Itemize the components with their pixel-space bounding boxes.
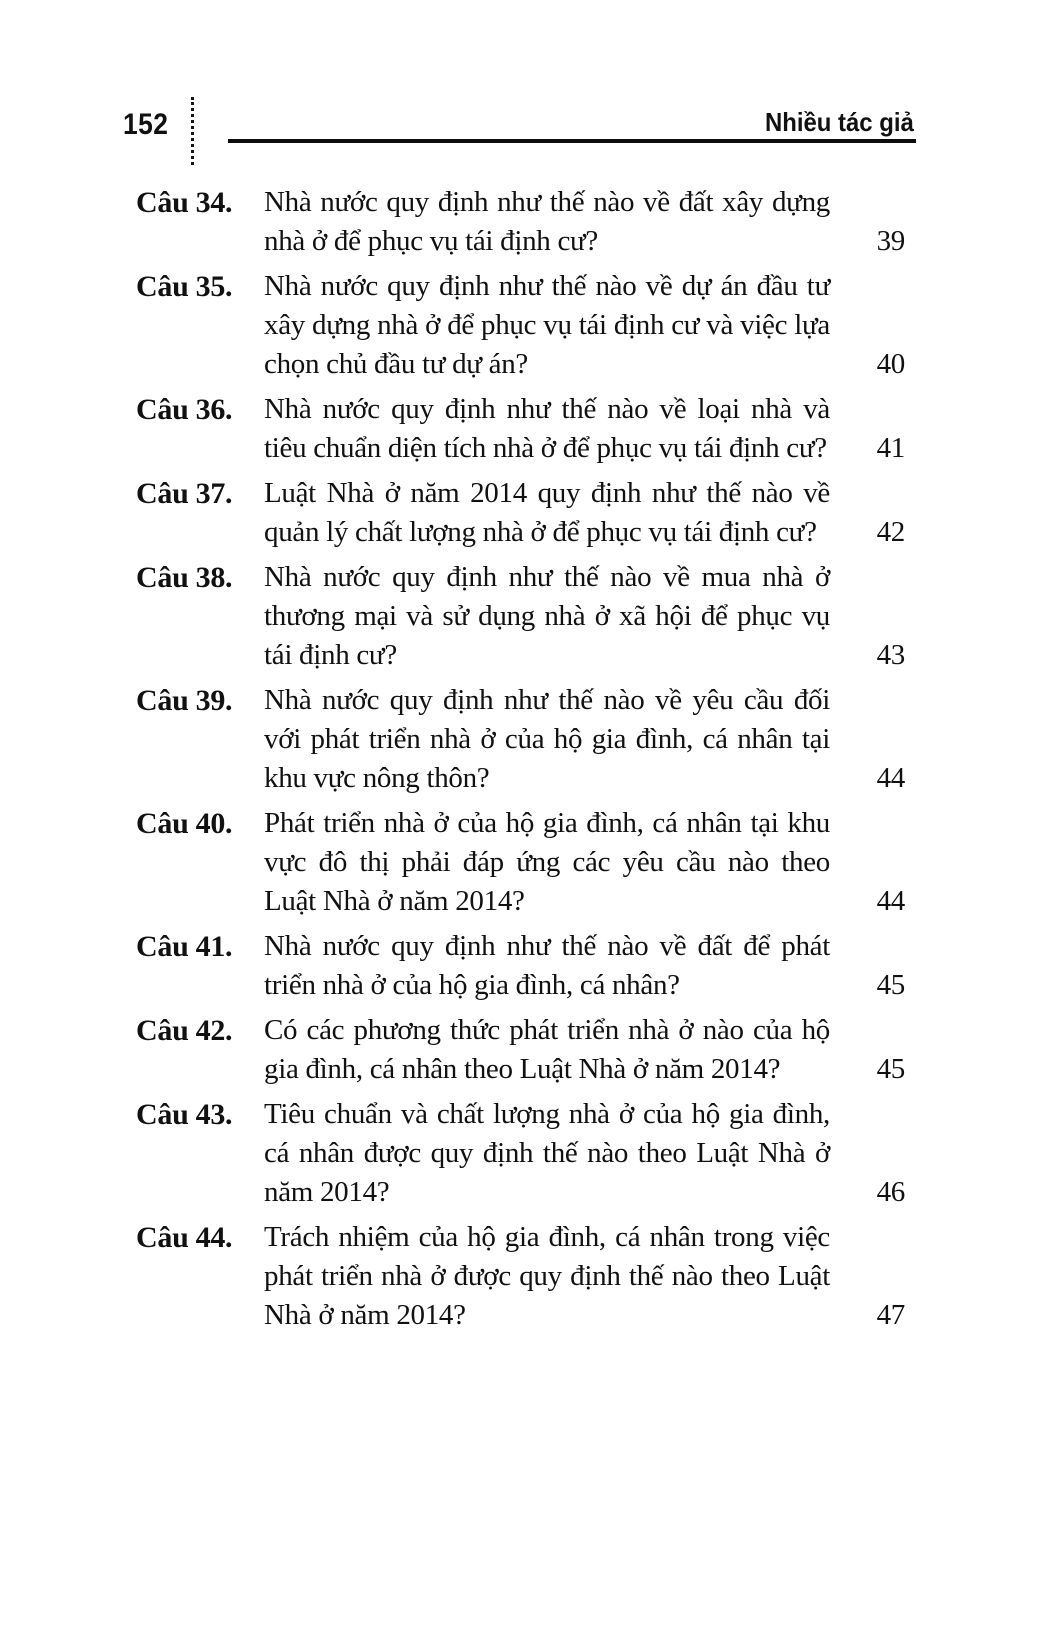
entry-question-text: Nhà nước quy định như thế nào về đất xây dựng nhà ở để phục vụ tái định cư? xyxy=(264,186,830,257)
entry-page-number: 39 xyxy=(876,225,905,257)
entry-page-number: 40 xyxy=(876,348,905,380)
entry-label: Câu 43. xyxy=(136,1098,233,1131)
entry-question-text: Nhà nước quy định như thế nào về yêu cầu đối với phát triển nhà ở của hộ gia đình, cá nhân tại khu vực nông thôn? xyxy=(264,684,830,794)
entry-page-number: 43 xyxy=(876,639,905,671)
toc-entry xyxy=(136,183,905,261)
running-title: Nhiều tác giả xyxy=(765,107,914,137)
entry-page-number: 45 xyxy=(876,1053,905,1085)
entry-body xyxy=(264,1095,905,1212)
entry-page-number: 44 xyxy=(876,762,905,794)
toc-entry xyxy=(136,474,905,552)
entry-label: Câu 37. xyxy=(136,477,233,510)
toc-list xyxy=(136,183,905,1341)
entry-label: Câu 42. xyxy=(136,1014,233,1047)
entry-body xyxy=(264,267,905,384)
dotted-divider-icon xyxy=(191,97,194,165)
entry-label: Câu 40. xyxy=(136,807,233,840)
entry-question-text: Tiêu chuẩn và chất lượng nhà ở của hộ gia đình, cá nhân được quy định thế nào theo Luật Nhà ở năm 2014? xyxy=(264,1098,830,1208)
entry-body xyxy=(264,927,905,1005)
entry-body xyxy=(264,804,905,921)
entry-body xyxy=(264,183,905,261)
entry-body xyxy=(264,1218,905,1335)
toc-entry xyxy=(136,390,905,468)
entry-body xyxy=(264,558,905,675)
toc-entry xyxy=(136,1218,905,1335)
entry-question-text: Trách nhiệm của hộ gia đình, cá nhân trong việc phát triển nhà ở được quy định thế nào theo Luật Nhà ở năm 2014? xyxy=(264,1221,830,1331)
entry-body xyxy=(264,1011,905,1089)
page-number: 152 xyxy=(123,108,169,141)
toc-entry xyxy=(136,558,905,675)
entry-page-number: 45 xyxy=(876,969,905,1001)
toc-entry xyxy=(136,1011,905,1089)
entry-question-text: Luật Nhà ở năm 2014 quy định như thế nào về quản lý chất lượng nhà ở để phục vụ tái định cư? xyxy=(264,477,830,548)
entry-question-text: Nhà nước quy định như thế nào về mua nhà ở thương mại và sử dụng nhà ở xã hội để phục vụ tái định cư? xyxy=(264,561,830,671)
entry-page-number: 41 xyxy=(876,432,905,464)
entry-question-text: Phát triển nhà ở của hộ gia đình, cá nhân tại khu vực đô thị phải đáp ứng các yêu cầu nào theo Luật Nhà ở năm 2014? xyxy=(264,807,830,917)
entry-question-text: Nhà nước quy định như thế nào về loại nhà và tiêu chuẩn diện tích nhà ở để phục vụ tái định cư? xyxy=(264,393,830,464)
entry-label: Câu 44. xyxy=(136,1221,233,1254)
entry-page-number: 47 xyxy=(876,1299,905,1331)
toc-entry xyxy=(136,267,905,384)
entry-question-text: Có các phương thức phát triển nhà ở nào của hộ gia đình, cá nhân theo Luật Nhà ở năm 2014? xyxy=(264,1014,830,1085)
entry-page-number: 42 xyxy=(876,516,905,548)
entry-label: Câu 41. xyxy=(136,930,233,963)
toc-entry xyxy=(136,1095,905,1212)
toc-entry xyxy=(136,804,905,921)
entry-label: Câu 35. xyxy=(136,270,233,303)
entry-label: Câu 39. xyxy=(136,684,233,717)
entry-label: Câu 36. xyxy=(136,393,233,426)
entry-body xyxy=(264,681,905,798)
entry-page-number: 44 xyxy=(876,885,905,917)
entry-body xyxy=(264,474,905,552)
entry-page-number: 46 xyxy=(876,1176,905,1208)
entry-body xyxy=(264,390,905,468)
header-rule xyxy=(228,139,916,143)
entry-question-text: Nhà nước quy định như thế nào về dự án đầu tư xây dựng nhà ở để phục vụ tái định cư và việc lựa chọn chủ đầu tư dự án? xyxy=(264,270,830,380)
entry-label: Câu 34. xyxy=(136,186,233,219)
toc-entry xyxy=(136,681,905,798)
toc-entry xyxy=(136,927,905,1005)
entry-label: Câu 38. xyxy=(136,561,233,594)
entry-question-text: Nhà nước quy định như thế nào về đất để phát triển nhà ở của hộ gia đình, cá nhân? xyxy=(264,930,830,1001)
